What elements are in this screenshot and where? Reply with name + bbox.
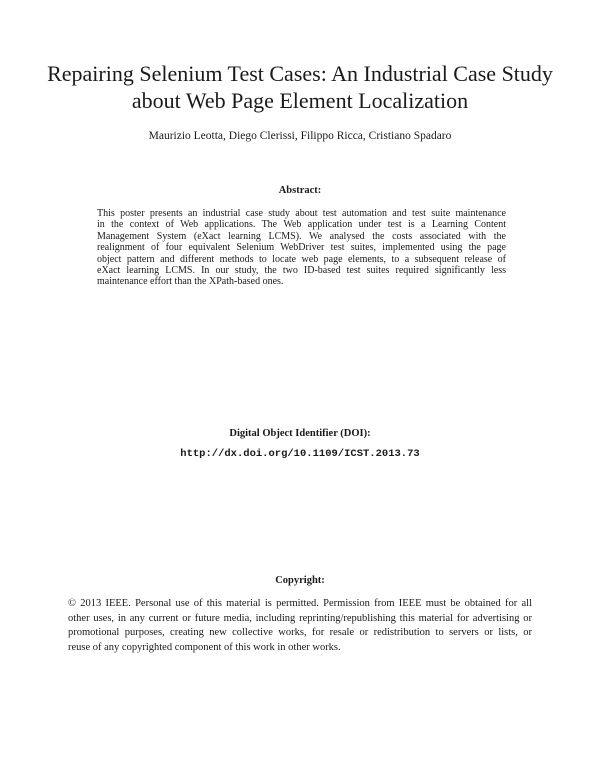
abstract-line: This poster presents an industrial case study about test automation and test suite maintenance — [97, 208, 506, 219]
author-list: Maurizio Leotta, Diego Clerissi, Filippo Ricca, Cristiano Spadaro — [148, 130, 452, 142]
copyright-text — [68, 597, 532, 655]
abstract-line: eXact learning LCMS. In our study, the two ID-based test suites required significantly less — [97, 265, 506, 277]
paper-title-line: about Web Page Element Localization — [131, 88, 469, 113]
paper-title — [0, 60, 600, 114]
paper-title-line: Repairing Selenium Test Cases: An Industrial Case Study — [47, 61, 553, 86]
abstract-line: Management System (eXact learning LCMS). We analysed the costs associated with the — [97, 230, 506, 242]
abstract-line: maintenance effort than the XPath-based ones. — [97, 276, 284, 288]
copyright-line: © 2013 IEEE. Personal use of this material is permitted. Permission from IEEE must be obtained for all — [68, 598, 532, 609]
abstract-heading: Abstract: — [278, 185, 322, 196]
abstract-line: in the context of Web applications. The Web application under test is a Learning Content — [97, 219, 506, 231]
copyright-line: promotional purposes, creating new collective works, for resale or redistribution to servers or lists, or — [68, 627, 532, 639]
copyright-line: other uses, in any current or future media, including reprinting/republishing this material for advertising or — [68, 612, 532, 624]
doi-link[interactable]: http://dx.doi.org/10.1109/ICST.2013.73 — [180, 448, 420, 460]
abstract-line: realignment of four equivalent Selenium WebDriver test suites, implemented using the page — [97, 242, 506, 254]
copyright-heading: Copyright: — [275, 575, 325, 586]
abstract-text — [97, 208, 506, 288]
copyright-line: reuse of any copyrighted component of this work in other works. — [68, 641, 341, 653]
doi-heading: Digital Object Identifier (DOI): — [229, 428, 371, 439]
abstract-line: object pattern and different methods to locate web page elements, to a subsequent release of — [97, 253, 506, 265]
